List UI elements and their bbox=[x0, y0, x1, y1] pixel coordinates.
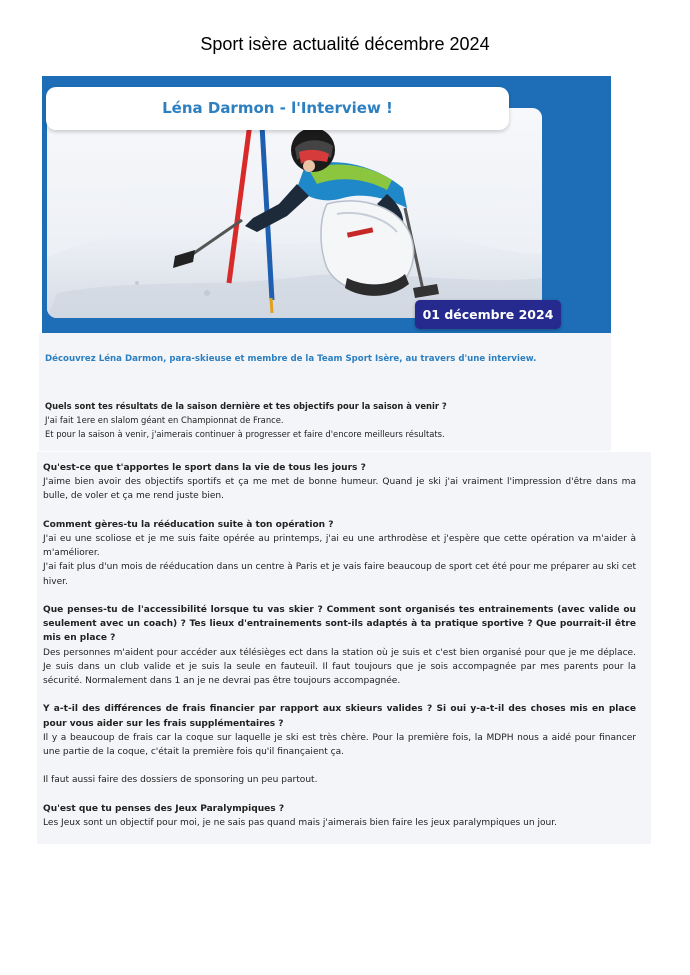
qa-answer: Des personnes m'aident pour accéder aux télésièges ect dans la station où je suis et c'est bien organisé pour que je me déplace. Je suis dans un club valide et je suis la seule en fauteuil. Il faut toujours que je sois accompagnée par mes parents pour la sécurité. Normalement dans 1 an je ne devrai pas être toujours accompagnée. bbox=[43, 647, 636, 687]
qa-block bbox=[43, 802, 636, 830]
document-title: Sport isère actualité décembre 2024 bbox=[200, 34, 490, 54]
banner-heading: Léna Darmon - l'Interview ! bbox=[162, 99, 393, 117]
qa-answer: Il faut aussi faire des dossiers de sponsoring un peu partout. bbox=[43, 775, 318, 786]
qa-answer: J'ai fait plus d'un mois de rééducation dans un centre à Paris et je vais faire beaucoup de sport cet été pour me préparer au ski cet hiver. bbox=[43, 562, 636, 587]
interview-panel bbox=[37, 452, 651, 844]
banner-date: 01 décembre 2024 bbox=[422, 307, 554, 322]
qa-question: Qu'est que tu penses des Jeux Paralympiques ? bbox=[43, 803, 285, 814]
lead-panel bbox=[39, 333, 611, 451]
qa-block bbox=[43, 702, 636, 759]
para-skier-photo bbox=[47, 108, 542, 318]
qa-answer: Et pour la saison à venir, j'aimerais continuer à progresser et faire d'encore meilleurs résultats. bbox=[45, 429, 445, 439]
qa-question: Y a-t-il des différences de frais financier par rapport aux skieurs valides ? Si oui y-a-t-il des choses mis en place pour vous aider sur les frais supplémentaires ? bbox=[43, 704, 636, 729]
date-badge bbox=[415, 300, 561, 329]
interview-content bbox=[43, 461, 636, 844]
qa-answer: Les Jeux sont un objectif pour moi, je ne sais pas quand mais j'aimerais bien faire les jeux paralympiques un jour. bbox=[43, 818, 558, 828]
qa-answer: J'ai eu une scoliose et je me suis faite opérée au printemps, j'ai eu une arthrodèse et j'espère que cette opération va m'aider à m'améliorer. bbox=[43, 534, 636, 559]
qa-question: Comment gères-tu la rééducation suite à ton opération ? bbox=[43, 519, 334, 530]
qa-block bbox=[45, 399, 447, 441]
qa-answer: Il y a beaucoup de frais car la coque sur laquelle je ski est très chère. Pour la première fois, la MDPH nous a aidé pour financer une partie de la coque, c'était la première fois qu'il finançaient ça. bbox=[43, 732, 636, 758]
interview-banner bbox=[42, 76, 611, 333]
banner-title-card bbox=[46, 87, 509, 130]
qa-block bbox=[43, 518, 636, 589]
qa-block bbox=[43, 461, 636, 504]
intro-text: Découvrez Léna Darmon, para-skieuse et membre de la Team Sport Isère, au travers d'une interview. bbox=[45, 354, 537, 364]
qa-block bbox=[43, 773, 636, 787]
qa-block bbox=[43, 603, 636, 688]
qa-question: Quels sont tes résultats de la saison dernière et tes objectifs pour la saison à venir ? bbox=[45, 401, 447, 411]
qa-question: Qu'est-ce que t'apportes le sport dans la vie de tous les jours ? bbox=[43, 463, 366, 473]
qa-answer: J'ai fait 1ere en slalom géant en Championnat de France. bbox=[45, 415, 284, 425]
qa-question: Que penses-tu de l'accessibilité lorsque tu vas skier ? Comment sont organisés tes entrainements (avec valide ou seulement avec un coach) ? Tes lieux d'entrainements sont-ils adaptés à ta pratique sportive ? Que pourrait-il être mis en place ? bbox=[43, 605, 636, 644]
qa-answer: J'aime bien avoir des objectifs sportifs et ça me met de bonne humeur. Quand je ski j'ai vraiment l'impression d'être dans ma bulle, de voler et ça me rend juste bien. bbox=[43, 477, 636, 502]
